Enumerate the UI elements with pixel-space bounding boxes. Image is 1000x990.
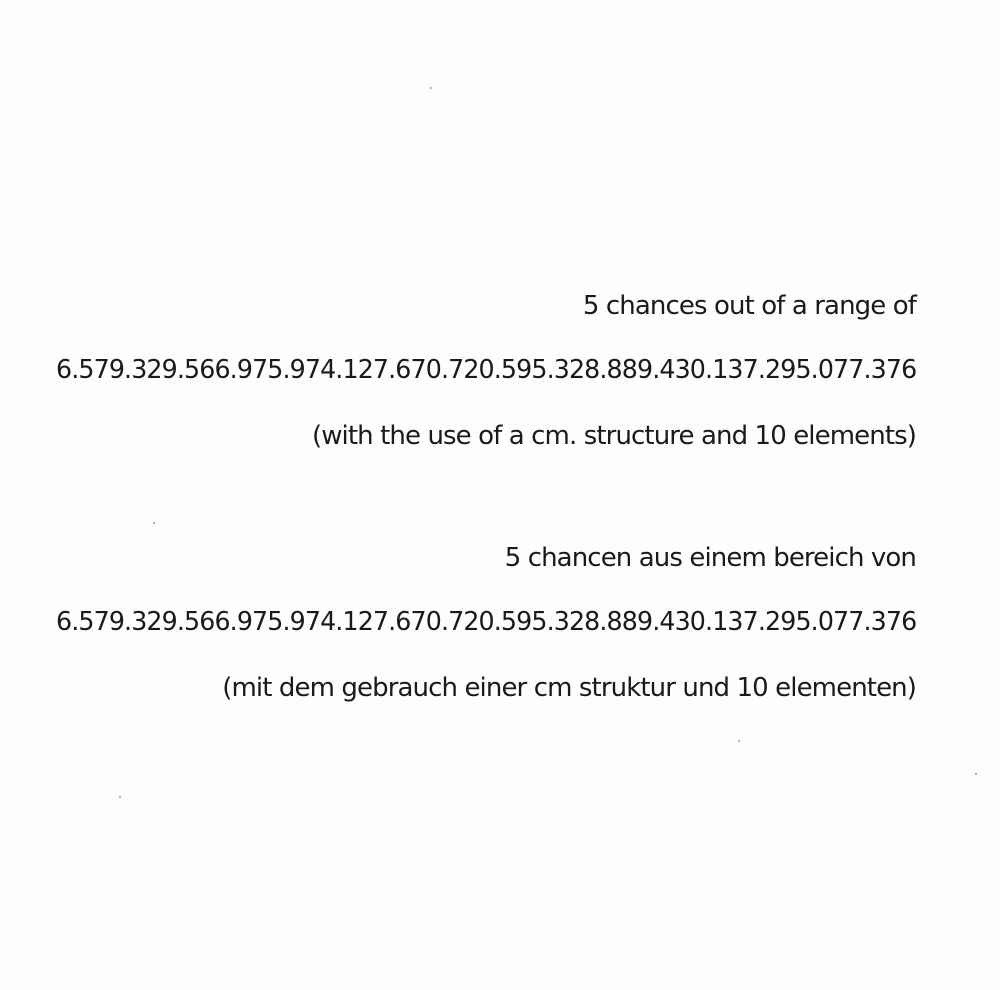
german-note-line: (mit dem gebrauch einer cm struktur und 10 elementen) — [222, 673, 916, 703]
german-text-block — [16, 542, 916, 712]
paper-speck — [430, 87, 432, 89]
paper-speck — [738, 740, 740, 742]
english-text-block — [16, 290, 916, 460]
paper-speck — [153, 522, 155, 524]
english-heading-line: 5 chances out of a range of — [582, 291, 916, 321]
german-heading-line: 5 chancen aus einem bereich von — [504, 543, 916, 573]
german-number-line: 6.579.329.566.975.974.127.670.720.595.328.889.430.137.295.077.376 — [55, 607, 916, 637]
paper-speck — [119, 796, 121, 798]
paper-speck — [975, 773, 977, 775]
english-number-line: 6.579.329.566.975.974.127.670.720.595.328.889.430.137.295.077.376 — [55, 355, 916, 385]
english-note-line: (with the use of a cm. structure and 10 elements) — [311, 421, 916, 451]
